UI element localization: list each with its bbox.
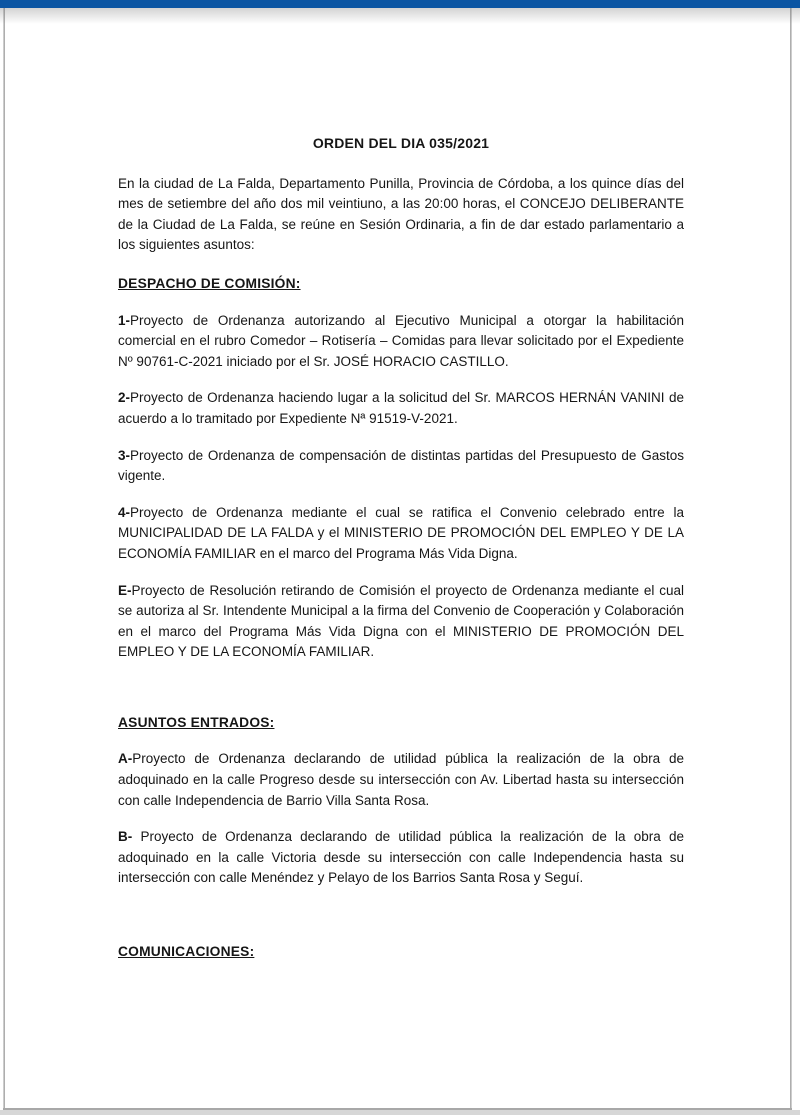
agenda-item-A <box>118 749 684 811</box>
item-text: Proyecto de Resolución retirando de Comisión el proyecto de Ordenanza mediante el cual se autoriza al Sr. Intendente Municipal a la firma del Convenio de Cooperación y Colaboración en el marco del Programa Más Vida Digna con el MINISTERIO DE PROMOCIÓN DEL EMPLEO Y DE LA ECONOMÍA FAMILIAR. <box>118 582 684 660</box>
section-heading-asuntos-entrados: ASUNTOS ENTRADOS: <box>118 714 275 730</box>
item-text: Proyecto de Ordenanza mediante el cual se ratifica el Convenio celebrado entre la MUNICIPALIDAD DE LA FALDA y el MINISTERIO DE PROMOCIÓN DEL EMPLEO Y DE LA ECONOMÍA FAMILIAR en el marco del Programa Más Vida Digna. <box>118 504 684 561</box>
viewer-background-strip <box>0 1110 800 1115</box>
page-left-edge <box>3 8 5 1110</box>
section-heading-despacho-de-comision: DESPACHO DE COMISIÓN: <box>118 275 301 291</box>
item-label: E- <box>118 582 132 598</box>
item-label: 3- <box>118 447 131 463</box>
item-label: 2- <box>118 390 131 406</box>
section-heading-comunicaciones: COMUNICACIONES: <box>118 944 255 960</box>
document-page <box>118 0 684 963</box>
agenda-item-3 <box>118 446 684 487</box>
page-right-edge <box>790 8 792 1110</box>
item-label: A- <box>118 751 133 767</box>
document-title: ORDEN DEL DIA 035/2021 <box>312 135 490 151</box>
intro-paragraph: En la ciudad de La Falda, Departamento Punilla, Provincia de Córdoba, a los quince días del mes de setiembre del año dos mil veintiuno, a las 20:00 horas, el CONCEJO DELIBERANTE de la Ciudad de La Falda, se reúne en Sesión Ordinaria, a fin de dar estado parlamentario a los siguientes asuntos: <box>118 175 684 253</box>
page-bottom-edge <box>3 1108 792 1110</box>
item-label: 1- <box>118 312 131 328</box>
item-text: Proyecto de Ordenanza autorizando al Ejecutivo Municipal a otorgar la habilitación comercial en el rubro Comedor – Rotisería – Comidas para llevar solicitado por el Expediente Nº 90761-C-2021 iniciado por el Sr. JOSÉ HORACIO CASTILLO. <box>118 312 684 369</box>
agenda-item-B <box>118 827 684 889</box>
agenda-item-4 <box>118 503 684 565</box>
item-text: Proyecto de Ordenanza declarando de utilidad pública la realización de la obra de adoquinado en la calle Progreso desde su intersección con Av. Libertad hasta su intersección con calle Independencia de Barrio Villa Santa Rosa. <box>118 751 684 808</box>
item-text: Proyecto de Ordenanza de compensación de distintas partidas del Presupuesto de Gastos vigente. <box>118 447 684 484</box>
agenda-item-1 <box>118 311 684 373</box>
item-label: B- <box>118 829 133 845</box>
item-text: Proyecto de Ordenanza declarando de utilidad pública la realización de la obra de adoquinado en la calle Victoria desde su intersección con calle Independencia hasta su intersección con calle Menéndez y Pelayo de los Barrios Santa Rosa y Seguí. <box>118 829 684 886</box>
item-label: 4- <box>118 504 131 520</box>
agenda-item-2 <box>118 388 684 429</box>
item-text: Proyecto de Ordenanza haciendo lugar a la solicitud del Sr. MARCOS HERNÁN VANINI de acuerdo a lo tramitado por Expediente Nª 91519-V-2021. <box>118 390 684 426</box>
window-accent-bar <box>0 0 800 8</box>
accent-bar-shadow <box>0 8 800 24</box>
agenda-item-E <box>118 581 684 663</box>
